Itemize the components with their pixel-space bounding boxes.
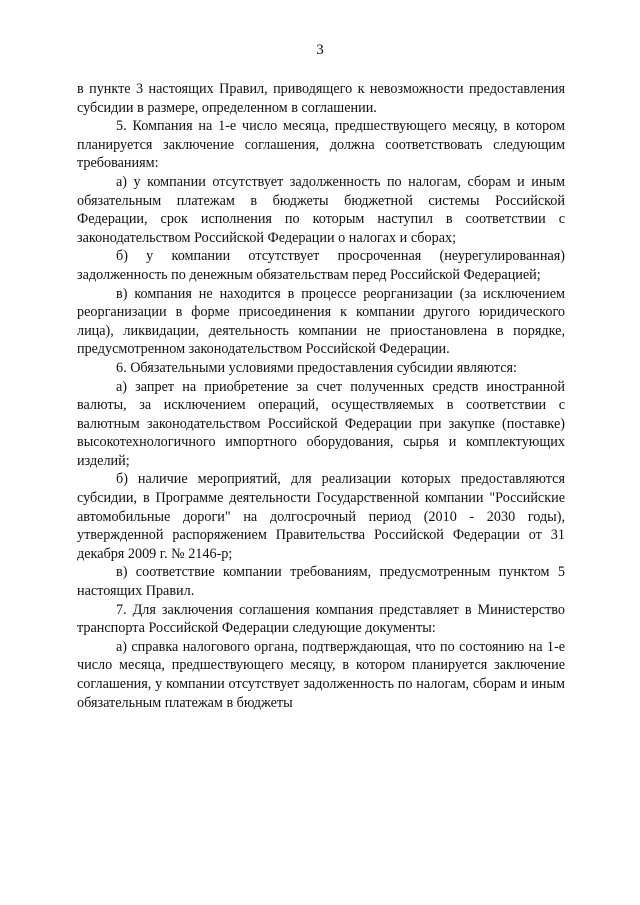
document-body <box>77 80 565 712</box>
paragraph-clause-5a: а) у компании отсутствует задолженность по налогам, сборам и иным обязательным платежам в бюджеты бюджетной системы Российской Федерации, срок исполнения по которым наступил в соответствии с законодательством Российской Федерации о налогах и сборах; <box>77 173 565 246</box>
paragraph-clause-5: 5. Компания на 1-е число месяца, предшествующего месяцу, в котором планируется заключение соглашения, должна соответствовать следующим требованиям: <box>77 118 565 172</box>
paragraph-clause-5v: в) компания не находится в процессе реорганизации (за исключением реорганизации в форме присоединения к компании другого юридического лица), ликвидации, деятельность компании не приостановлена в порядке, предусмотренном законодательством Российской Федерации. <box>77 285 565 358</box>
paragraph-clause-6v: в) соответствие компании требованиям, предусмотренным пунктом 5 настоящих Правил. <box>77 564 565 600</box>
paragraph-continuation: в пункте 3 настоящих Правил, приводящего к невозможности предоставления субсидии в размере, определенном в соглашении. <box>77 81 565 116</box>
paragraph-clause-6b: б) наличие мероприятий, для реализации которых предоставляются субсидии, в Программе деятельности Государственной компании "Российские автомобильные дороги" на долгосрочный период (2010 - 2030 годы), утвержденной распоряжением Правительства Российской Федерации от 31 декабря 2009 г. № 2146-р; <box>77 471 565 562</box>
paragraph-clause-6: 6. Обязательными условиями предоставления субсидии являются: <box>116 359 517 376</box>
paragraph-clause-6a: а) запрет на приобретение за счет полученных средств иностранной валюты, за исключением операций, осуществляемых в соответствии с валютным законодательством Российской Федерации при закупке (поставке) высокотехнологичного импортного оборудования, сырья и комплектующих изделий; <box>77 378 565 469</box>
paragraph-clause-5b: б) у компании отсутствует просроченная (неурегулированная) задолженность по денежным обязательствам перед Российской Федерацией; <box>77 248 565 283</box>
paragraph-clause-7: 7. Для заключения соглашения компания представляет в Министерство транспорта Российской Федерации следующие документы: <box>77 601 565 637</box>
page-number: 3 <box>316 42 324 58</box>
paragraph-clause-7a: а) справка налогового органа, подтверждающая, что по состоянию на 1-е число месяца, предшествующего месяцу, в котором планируется заключение соглашения, у компании отсутствует задолженность по налогам, сборам и иным обязательным платежам в бюджеты <box>77 638 565 711</box>
